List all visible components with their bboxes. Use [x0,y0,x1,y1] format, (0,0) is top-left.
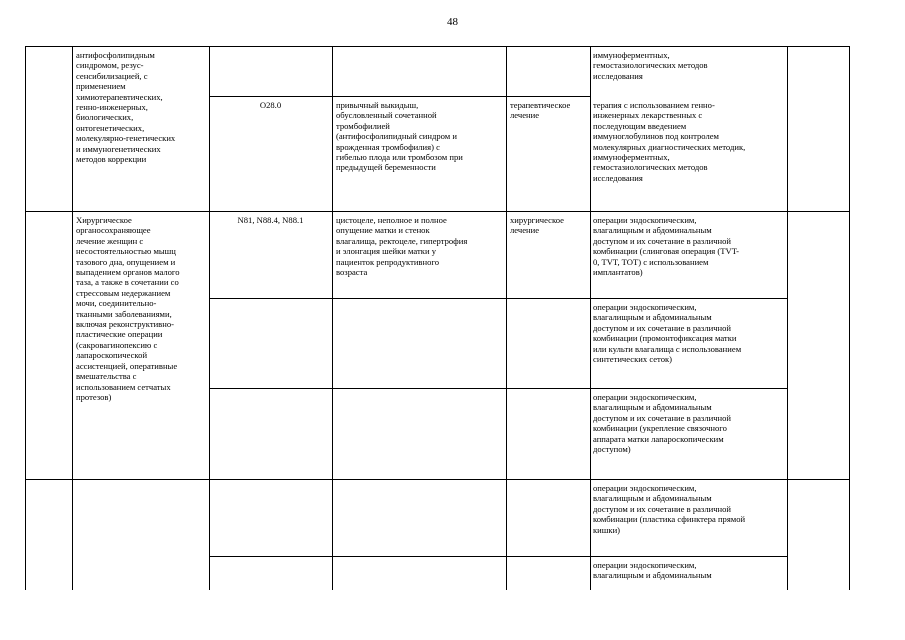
page-number: 48 [447,16,458,28]
row-border [209,96,590,97]
row-border [25,46,850,47]
col-border [849,46,850,590]
col-border [209,46,210,590]
row-border [209,388,787,389]
treatment-cell: терапия с использованием генно- инженерных лекарственных с последующим введением иммуноглобулинов под контролем молекулярных диагностических методик, иммуноферментных, гемостазиологических методов исследования [593,100,746,183]
col-border [332,46,333,590]
code-cell: N81, N88.4, N88.1 [237,215,304,225]
col-border [590,46,591,590]
model-cell: привычный выкидыш, обусловленный сочетанной тромбофилией (антифосфолипидный синдром и врожденная тромбофилия) с гибелью плода или тромбозом при предыдущей беременности [336,100,463,173]
type-cell: хирургическое лечение [510,215,564,236]
treatment-cell: операции эндоскопическим, влагалищным и абдоминальным доступом и их сочетание в различной комбинации (слинговая операция (TVT- 0, TVT, TOT) с использованием имплантатов) [593,215,740,278]
model-cell: цистоцеле, неполное и полное опущение матки и стенок влагалища, ректоцеле, гипертрофия и элонгация шейки матки у пациенток репродуктивного возраста [336,215,468,278]
treatment-cell: операции эндоскопическим, влагалищным и абдоминальным доступом и их сочетание в различной комбинации (укрепление связочного аппарата матки лапароскопическим доступом) [593,392,732,455]
col-border [25,46,26,590]
treatment-cell: иммуноферментных, гемостазиологических методов исследования [593,50,708,81]
method-cell: антифосфолипидным синдромом, резус- сенсибилизацией, с применением химиотерапевтических, генно-инженерных, биологических, онтогенетических, молекулярно-генетических и иммуногенетических методов коррекции [76,50,176,165]
code-cell: O28.0 [259,100,282,110]
type-cell: терапевтическое лечение [510,100,571,121]
col-border [506,46,507,590]
row-border [25,211,850,212]
treatment-cell: операции эндоскопическим, влагалищным и абдоминальным доступом и их сочетание в различной комбинации (промонтофиксация матки или культи влагалища с использованием синтетических сеток) [593,302,742,365]
treatment-cell: операции эндоскопическим, влагалищным и абдоминальным [593,560,712,581]
treatment-cell: операции эндоскопическим, влагалищным и абдоминальным доступом и их сочетание в различной комбинации (пластика сфинктера прямой кишки) [593,483,746,535]
method-cell: Хирургическое органосохраняющее лечение женщин с несостоятельностью мышц тазового дна, опущением и выпадением органов малого таза, а также в сочетании со стрессовым недержанием мочи, соединительно- тканными заболеваниями, включая реконструктивно- пластические операции (сакровагинопексию с лапароскопической ассистенцией, оперативные вмешательства с использованием сетчатых протезов) [76,215,180,402]
col-border [787,46,788,590]
row-border [25,479,850,480]
row-border [209,556,787,557]
row-border [209,298,787,299]
col-border [72,46,73,590]
